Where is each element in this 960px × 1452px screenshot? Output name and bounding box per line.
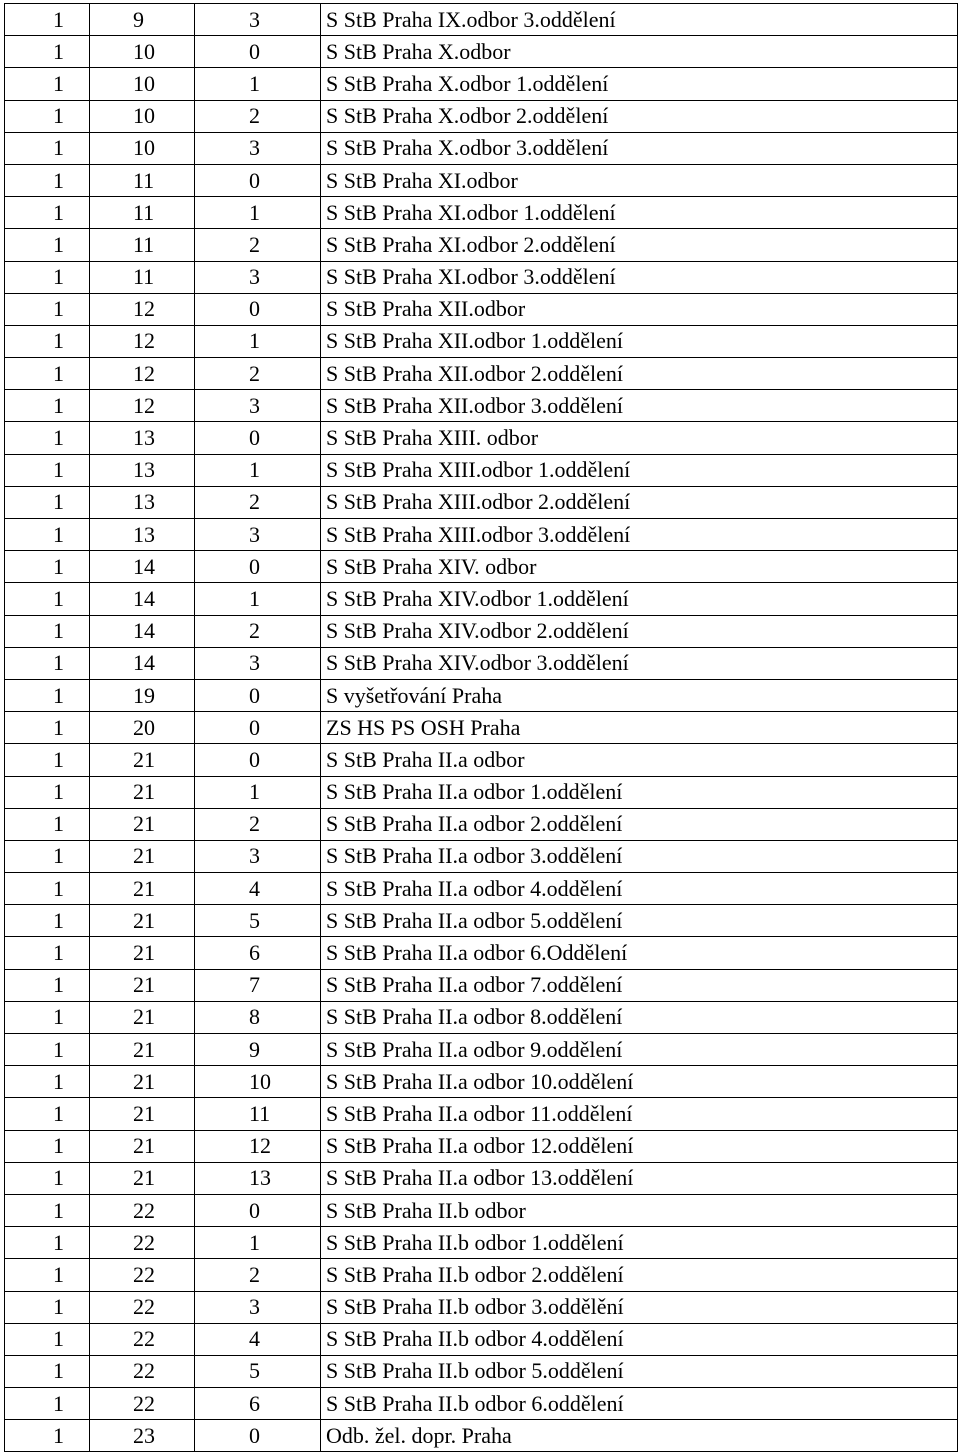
group-code-cell: 22 xyxy=(90,1291,195,1323)
sub-code-cell: 3 xyxy=(195,1291,321,1323)
sub-code-cell: 5 xyxy=(195,1355,321,1387)
level-code-cell: 1 xyxy=(5,615,90,647)
table-row xyxy=(5,776,958,808)
table-row xyxy=(5,4,958,36)
level-code-cell: 1 xyxy=(5,132,90,164)
sub-code-cell: 9 xyxy=(195,1034,321,1066)
table-row xyxy=(5,132,958,164)
sub-code-cell: 0 xyxy=(195,551,321,583)
sub-code-cell: 2 xyxy=(195,229,321,261)
table-row xyxy=(5,1130,958,1162)
level-code-cell: 1 xyxy=(5,840,90,872)
sub-code-cell: 1 xyxy=(195,325,321,357)
table-row xyxy=(5,358,958,390)
sub-code-cell: 3 xyxy=(195,132,321,164)
group-code-cell: 22 xyxy=(90,1355,195,1387)
group-code-cell: 21 xyxy=(90,840,195,872)
level-code-cell: 1 xyxy=(5,1259,90,1291)
level-code-cell: 1 xyxy=(5,1034,90,1066)
group-code-cell: 12 xyxy=(90,325,195,357)
unit-name-cell: S StB Praha II.b odbor 3.oddělění xyxy=(321,1291,958,1323)
group-code-cell: 21 xyxy=(90,744,195,776)
unit-name-cell: S StB Praha XII.odbor 3.oddělení xyxy=(321,390,958,422)
level-code-cell: 1 xyxy=(5,229,90,261)
table-row xyxy=(5,1388,958,1420)
level-code-cell: 1 xyxy=(5,358,90,390)
table-row xyxy=(5,1291,958,1323)
group-code-cell: 21 xyxy=(90,969,195,1001)
level-code-cell: 1 xyxy=(5,1130,90,1162)
sub-code-cell: 0 xyxy=(195,679,321,711)
table-row xyxy=(5,744,958,776)
level-code-cell: 1 xyxy=(5,1355,90,1387)
unit-name-cell: S StB Praha XI.odbor 2.oddělení xyxy=(321,229,958,261)
table-row xyxy=(5,615,958,647)
table-row xyxy=(5,164,958,196)
unit-name-cell: S StB Praha XIII. odbor xyxy=(321,422,958,454)
group-code-cell: 22 xyxy=(90,1194,195,1226)
unit-name-cell: S StB Praha II.a odbor 5.oddělení xyxy=(321,905,958,937)
level-code-cell: 1 xyxy=(5,937,90,969)
unit-name-cell: S StB Praha II.a odbor 13.oddělení xyxy=(321,1162,958,1194)
group-code-cell: 12 xyxy=(90,390,195,422)
table-row xyxy=(5,1098,958,1130)
group-code-cell: 21 xyxy=(90,1130,195,1162)
unit-name-cell: S StB Praha II.b odbor 4.oddělení xyxy=(321,1323,958,1355)
sub-code-cell: 2 xyxy=(195,486,321,518)
table-row xyxy=(5,712,958,744)
group-code-cell: 13 xyxy=(90,422,195,454)
unit-name-cell: S StB Praha X.odbor 2.oddělení xyxy=(321,100,958,132)
sub-code-cell: 0 xyxy=(195,712,321,744)
table-row xyxy=(5,1420,958,1452)
sub-code-cell: 4 xyxy=(195,1323,321,1355)
unit-name-cell: S StB Praha XIII.odbor 1.oddělení xyxy=(321,454,958,486)
unit-name-cell: S StB Praha II.a odbor 3.oddělení xyxy=(321,840,958,872)
group-code-cell: 20 xyxy=(90,712,195,744)
sub-code-cell: 2 xyxy=(195,100,321,132)
sub-code-cell: 1 xyxy=(195,197,321,229)
level-code-cell: 1 xyxy=(5,486,90,518)
table-row xyxy=(5,68,958,100)
level-code-cell: 1 xyxy=(5,873,90,905)
unit-name-cell: S StB Praha II.a odbor 12.oddělení xyxy=(321,1130,958,1162)
table-row xyxy=(5,325,958,357)
table-row xyxy=(5,197,958,229)
level-code-cell: 1 xyxy=(5,1323,90,1355)
table-row xyxy=(5,583,958,615)
unit-name-cell: S StB Praha II.a odbor 2.oddělení xyxy=(321,808,958,840)
sub-code-cell: 0 xyxy=(195,422,321,454)
unit-name-cell: S StB Praha II.a odbor 1.oddělení xyxy=(321,776,958,808)
level-code-cell: 1 xyxy=(5,808,90,840)
group-code-cell: 11 xyxy=(90,229,195,261)
group-code-cell: 13 xyxy=(90,486,195,518)
table-row xyxy=(5,293,958,325)
table-row xyxy=(5,1355,958,1387)
table-row xyxy=(5,1066,958,1098)
unit-name-cell: S StB Praha II.b odbor 2.oddělení xyxy=(321,1259,958,1291)
unit-code-table xyxy=(4,3,958,1452)
level-code-cell: 1 xyxy=(5,1098,90,1130)
unit-name-cell: S StB Praha XII.odbor 2.oddělení xyxy=(321,358,958,390)
sub-code-cell: 4 xyxy=(195,873,321,905)
unit-name-cell: S StB Praha II.a odbor 4.oddělení xyxy=(321,873,958,905)
group-code-cell: 23 xyxy=(90,1420,195,1452)
table-row xyxy=(5,808,958,840)
level-code-cell: 1 xyxy=(5,100,90,132)
group-code-cell: 21 xyxy=(90,937,195,969)
sub-code-cell: 8 xyxy=(195,1001,321,1033)
level-code-cell: 1 xyxy=(5,164,90,196)
group-code-cell: 22 xyxy=(90,1323,195,1355)
unit-name-cell: S StB Praha II.b odbor xyxy=(321,1194,958,1226)
group-code-cell: 22 xyxy=(90,1388,195,1420)
sub-code-cell: 7 xyxy=(195,969,321,1001)
table-row xyxy=(5,1034,958,1066)
group-code-cell: 10 xyxy=(90,36,195,68)
group-code-cell: 13 xyxy=(90,519,195,551)
level-code-cell: 1 xyxy=(5,744,90,776)
unit-name-cell: S StB Praha II.b odbor 6.oddělení xyxy=(321,1388,958,1420)
table-row xyxy=(5,647,958,679)
group-code-cell: 14 xyxy=(90,551,195,583)
sub-code-cell: 3 xyxy=(195,519,321,551)
level-code-cell: 1 xyxy=(5,68,90,100)
group-code-cell: 10 xyxy=(90,132,195,164)
table-row xyxy=(5,873,958,905)
group-code-cell: 13 xyxy=(90,454,195,486)
sub-code-cell: 3 xyxy=(195,390,321,422)
unit-name-cell: S StB Praha XIV.odbor 1.oddělení xyxy=(321,583,958,615)
unit-name-cell: S StB Praha II.a odbor 9.oddělení xyxy=(321,1034,958,1066)
table-row xyxy=(5,36,958,68)
table-row xyxy=(5,100,958,132)
group-code-cell: 21 xyxy=(90,1162,195,1194)
table-row xyxy=(5,519,958,551)
unit-name-cell: S StB Praha XII.odbor xyxy=(321,293,958,325)
sub-code-cell: 0 xyxy=(195,164,321,196)
table-row xyxy=(5,1259,958,1291)
group-code-cell: 11 xyxy=(90,261,195,293)
table-row xyxy=(5,1227,958,1259)
sub-code-cell: 0 xyxy=(195,1420,321,1452)
unit-name-cell: S StB Praha II.a odbor 10.oddělení xyxy=(321,1066,958,1098)
table-row xyxy=(5,454,958,486)
sub-code-cell: 3 xyxy=(195,4,321,36)
group-code-cell: 21 xyxy=(90,776,195,808)
group-code-cell: 21 xyxy=(90,1066,195,1098)
sub-code-cell: 0 xyxy=(195,744,321,776)
level-code-cell: 1 xyxy=(5,1066,90,1098)
unit-name-cell: S StB Praha II.a odbor 6.Oddělení xyxy=(321,937,958,969)
sub-code-cell: 10 xyxy=(195,1066,321,1098)
unit-name-cell: S StB Praha XIII.odbor 2.oddělení xyxy=(321,486,958,518)
table-row xyxy=(5,969,958,1001)
unit-name-cell: S StB Praha II.b odbor 5.oddělení xyxy=(321,1355,958,1387)
sub-code-cell: 0 xyxy=(195,36,321,68)
group-code-cell: 12 xyxy=(90,293,195,325)
group-code-cell: 21 xyxy=(90,905,195,937)
sub-code-cell: 2 xyxy=(195,358,321,390)
level-code-cell: 1 xyxy=(5,905,90,937)
sub-code-cell: 5 xyxy=(195,905,321,937)
level-code-cell: 1 xyxy=(5,293,90,325)
sub-code-cell: 11 xyxy=(195,1098,321,1130)
sub-code-cell: 3 xyxy=(195,840,321,872)
group-code-cell: 11 xyxy=(90,197,195,229)
sub-code-cell: 13 xyxy=(195,1162,321,1194)
level-code-cell: 1 xyxy=(5,422,90,454)
unit-name-cell: S StB Praha II.a odbor xyxy=(321,744,958,776)
group-code-cell: 21 xyxy=(90,1001,195,1033)
sub-code-cell: 12 xyxy=(195,1130,321,1162)
unit-name-cell: S StB Praha XIV. odbor xyxy=(321,551,958,583)
table-row xyxy=(5,229,958,261)
level-code-cell: 1 xyxy=(5,679,90,711)
group-code-cell: 14 xyxy=(90,647,195,679)
unit-name-cell: ZS HS PS OSH Praha xyxy=(321,712,958,744)
table-row xyxy=(5,390,958,422)
level-code-cell: 1 xyxy=(5,36,90,68)
group-code-cell: 21 xyxy=(90,808,195,840)
level-code-cell: 1 xyxy=(5,390,90,422)
level-code-cell: 1 xyxy=(5,197,90,229)
sub-code-cell: 2 xyxy=(195,808,321,840)
table-row xyxy=(5,679,958,711)
level-code-cell: 1 xyxy=(5,1388,90,1420)
level-code-cell: 1 xyxy=(5,583,90,615)
table-row xyxy=(5,1162,958,1194)
group-code-cell: 10 xyxy=(90,100,195,132)
unit-name-cell: S StB Praha XII.odbor 1.oddělení xyxy=(321,325,958,357)
unit-name-cell: S StB Praha XIV.odbor 3.oddělení xyxy=(321,647,958,679)
table-row xyxy=(5,551,958,583)
group-code-cell: 12 xyxy=(90,358,195,390)
sub-code-cell: 6 xyxy=(195,937,321,969)
unit-name-cell: S StB Praha II.a odbor 8.oddělení xyxy=(321,1001,958,1033)
table-row xyxy=(5,261,958,293)
table-row xyxy=(5,1194,958,1226)
sub-code-cell: 1 xyxy=(195,454,321,486)
sub-code-cell: 2 xyxy=(195,1259,321,1291)
level-code-cell: 1 xyxy=(5,969,90,1001)
table-row xyxy=(5,1323,958,1355)
unit-name-cell: S vyšetřování Praha xyxy=(321,679,958,711)
sub-code-cell: 2 xyxy=(195,615,321,647)
sub-code-cell: 1 xyxy=(195,776,321,808)
sub-code-cell: 1 xyxy=(195,68,321,100)
sub-code-cell: 1 xyxy=(195,583,321,615)
unit-name-cell: S StB Praha IX.odbor 3.oddělení xyxy=(321,4,958,36)
group-code-cell: 11 xyxy=(90,164,195,196)
sub-code-cell: 6 xyxy=(195,1388,321,1420)
group-code-cell: 14 xyxy=(90,583,195,615)
level-code-cell: 1 xyxy=(5,454,90,486)
unit-name-cell: Odb. žel. dopr. Praha xyxy=(321,1420,958,1452)
level-code-cell: 1 xyxy=(5,776,90,808)
level-code-cell: 1 xyxy=(5,325,90,357)
level-code-cell: 1 xyxy=(5,4,90,36)
level-code-cell: 1 xyxy=(5,1162,90,1194)
level-code-cell: 1 xyxy=(5,712,90,744)
unit-name-cell: S StB Praha II.a odbor 7.oddělení xyxy=(321,969,958,1001)
level-code-cell: 1 xyxy=(5,1420,90,1452)
table-row xyxy=(5,1001,958,1033)
unit-name-cell: S StB Praha II.b odbor 1.oddělení xyxy=(321,1227,958,1259)
group-code-cell: 21 xyxy=(90,1098,195,1130)
sub-code-cell: 3 xyxy=(195,647,321,679)
group-code-cell: 19 xyxy=(90,679,195,711)
group-code-cell: 10 xyxy=(90,68,195,100)
group-code-cell: 22 xyxy=(90,1259,195,1291)
level-code-cell: 1 xyxy=(5,647,90,679)
level-code-cell: 1 xyxy=(5,1227,90,1259)
unit-name-cell: S StB Praha XI.odbor 1.oddělení xyxy=(321,197,958,229)
unit-name-cell: S StB Praha XIV.odbor 2.oddělení xyxy=(321,615,958,647)
group-code-cell: 22 xyxy=(90,1227,195,1259)
level-code-cell: 1 xyxy=(5,519,90,551)
unit-name-cell: S StB Praha XIII.odbor 3.oddělení xyxy=(321,519,958,551)
level-code-cell: 1 xyxy=(5,551,90,583)
level-code-cell: 1 xyxy=(5,1001,90,1033)
unit-name-cell: S StB Praha XI.odbor xyxy=(321,164,958,196)
sub-code-cell: 0 xyxy=(195,293,321,325)
group-code-cell: 9 xyxy=(90,4,195,36)
unit-name-cell: S StB Praha II.a odbor 11.oddělení xyxy=(321,1098,958,1130)
group-code-cell: 21 xyxy=(90,1034,195,1066)
unit-name-cell: S StB Praha XI.odbor 3.oddělení xyxy=(321,261,958,293)
sub-code-cell: 3 xyxy=(195,261,321,293)
group-code-cell: 14 xyxy=(90,615,195,647)
table-row xyxy=(5,422,958,454)
level-code-cell: 1 xyxy=(5,261,90,293)
unit-name-cell: S StB Praha X.odbor xyxy=(321,36,958,68)
table-row xyxy=(5,840,958,872)
sub-code-cell: 0 xyxy=(195,1194,321,1226)
table-row xyxy=(5,486,958,518)
unit-name-cell: S StB Praha X.odbor 1.oddělení xyxy=(321,68,958,100)
table-row xyxy=(5,937,958,969)
level-code-cell: 1 xyxy=(5,1291,90,1323)
sub-code-cell: 1 xyxy=(195,1227,321,1259)
table-row xyxy=(5,905,958,937)
table-body xyxy=(5,4,958,1452)
level-code-cell: 1 xyxy=(5,1194,90,1226)
group-code-cell: 21 xyxy=(90,873,195,905)
unit-name-cell: S StB Praha X.odbor 3.oddělení xyxy=(321,132,958,164)
